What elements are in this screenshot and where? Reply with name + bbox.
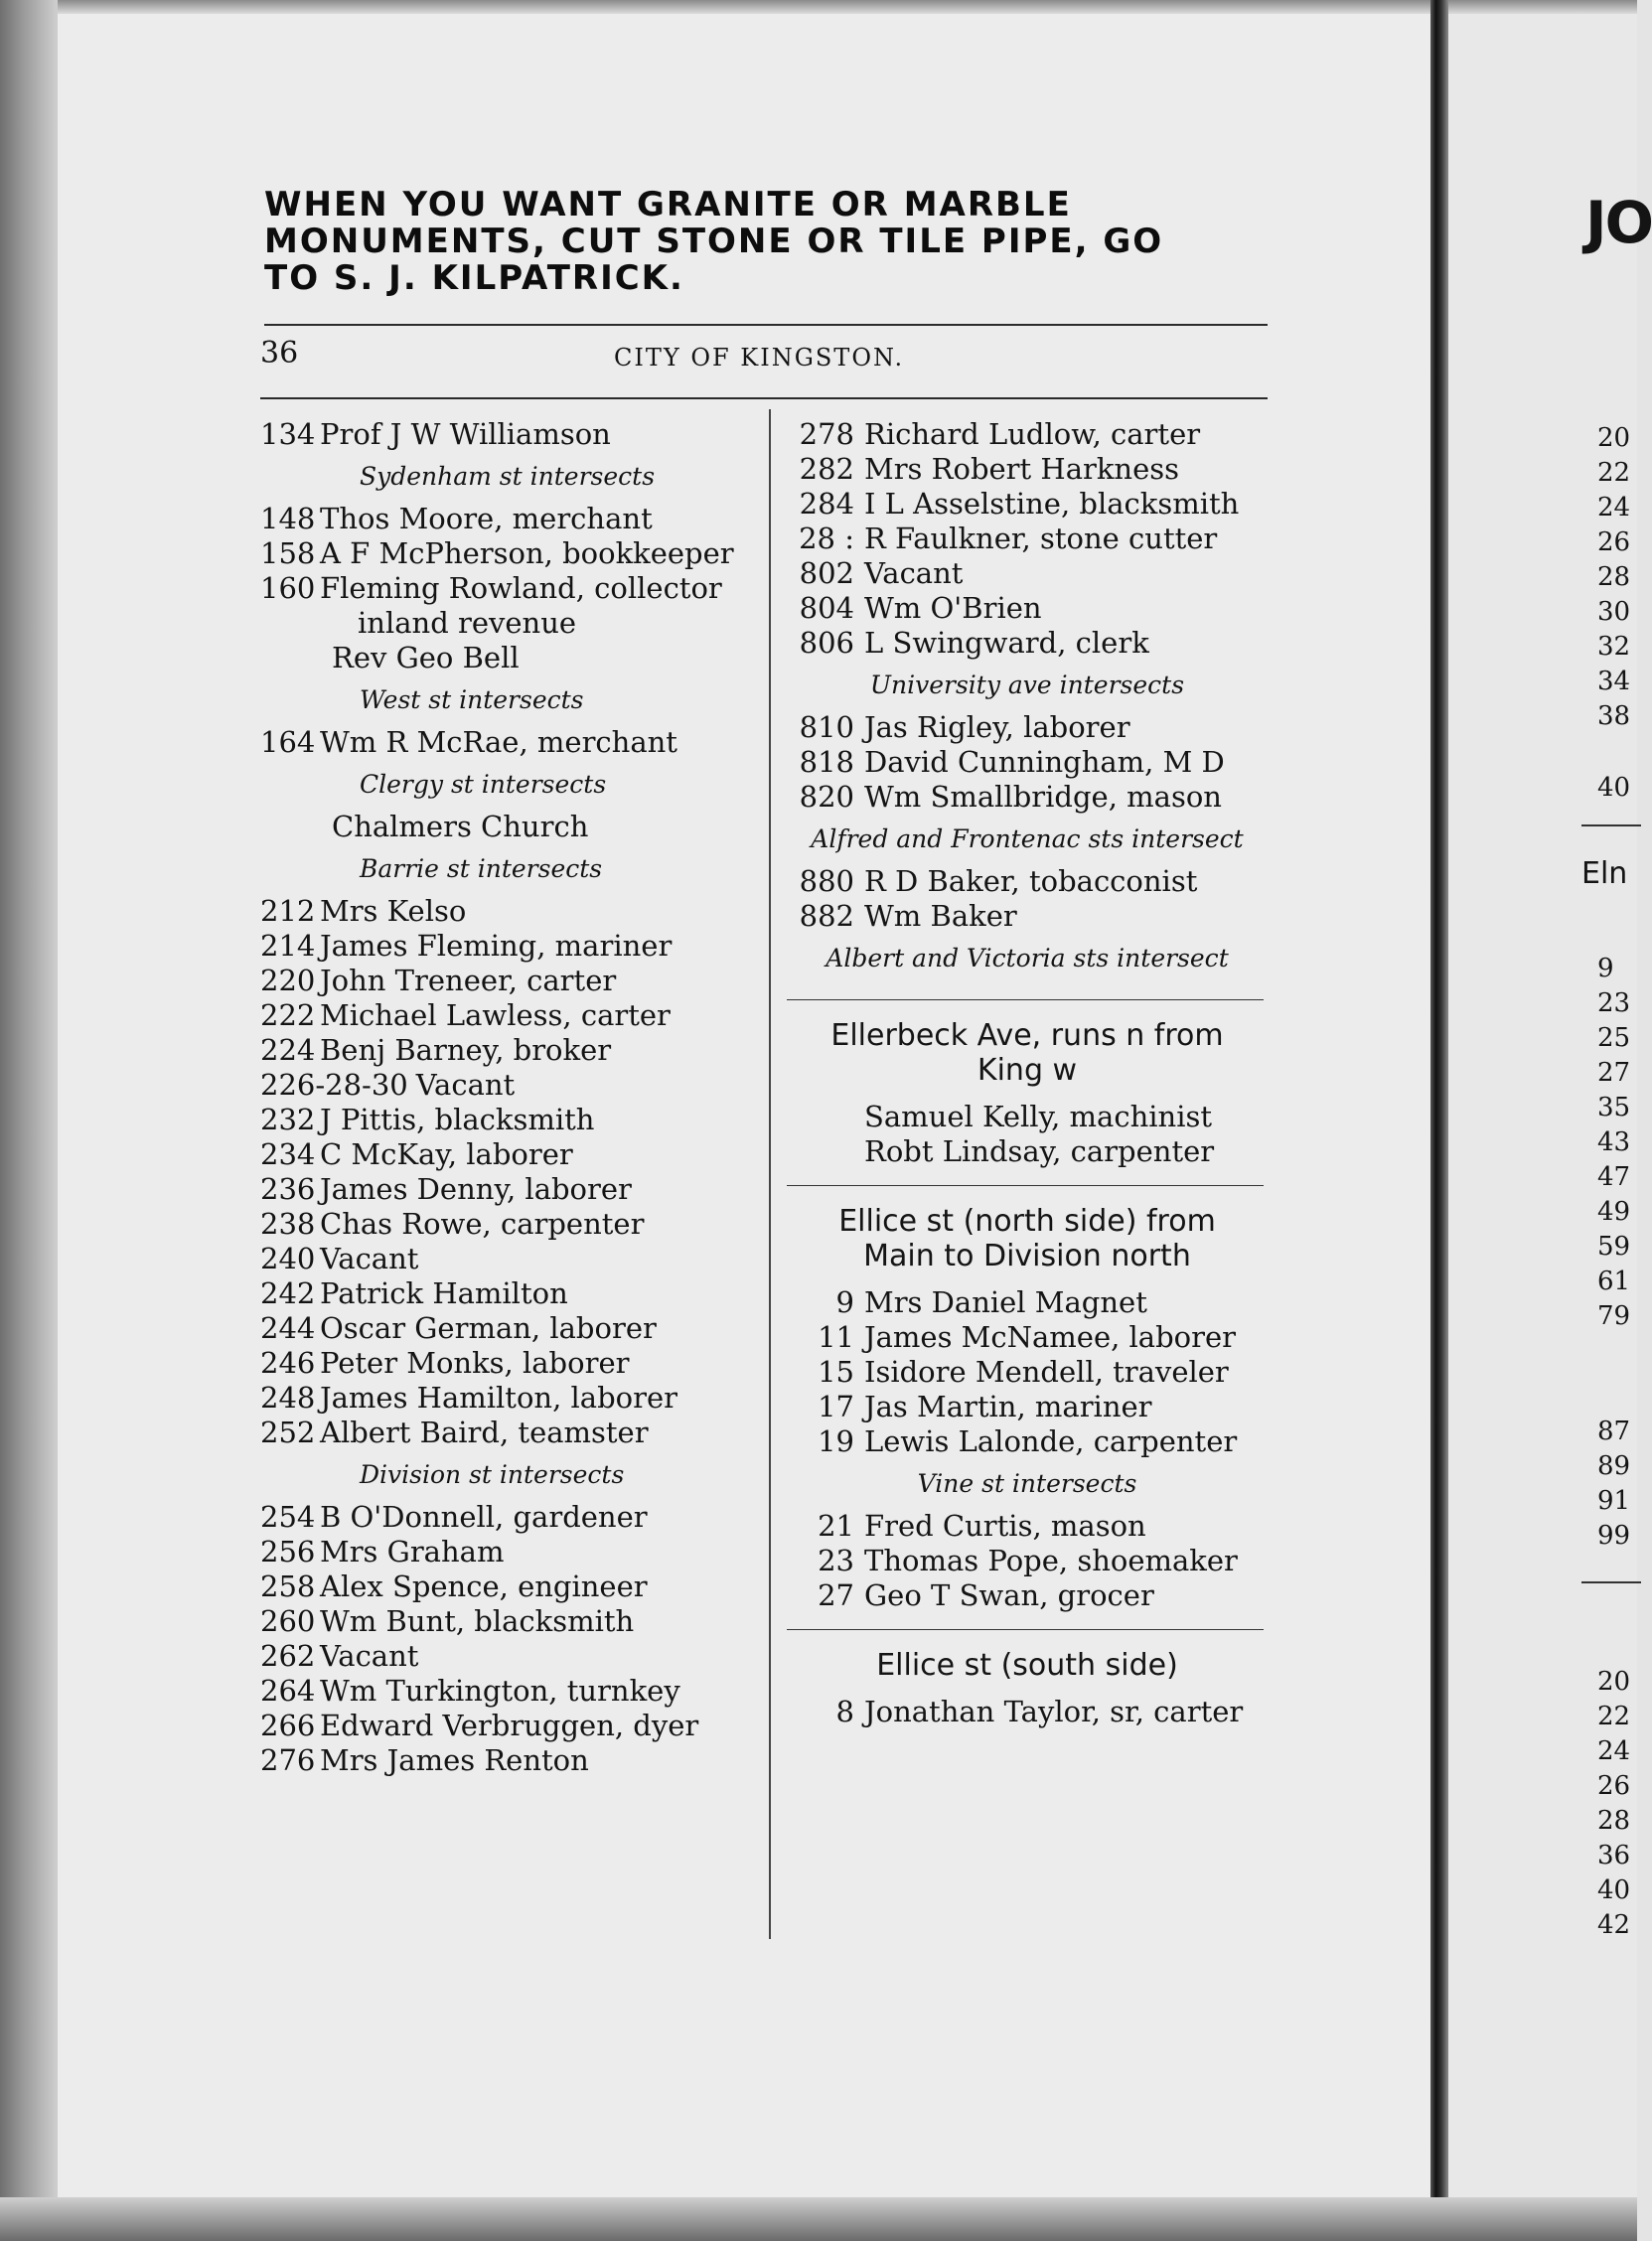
house-number: 164 bbox=[260, 725, 316, 759]
next-page-numbers-top bbox=[1597, 421, 1630, 734]
house-number: 248 bbox=[260, 1381, 316, 1415]
resident-name: R D Baker, tobacconist bbox=[864, 864, 1198, 898]
next-page-number: 25 bbox=[1597, 1023, 1631, 1053]
resident-name: Mrs Graham bbox=[320, 1535, 505, 1569]
street-heading-line: Ellerbeck Ave, runs n from bbox=[830, 1018, 1224, 1053]
resident-name: Mrs Robert Harkness bbox=[864, 452, 1180, 486]
house-number: 214 bbox=[260, 929, 316, 963]
house-number: 11 bbox=[818, 1320, 854, 1354]
directory-entry bbox=[783, 522, 1272, 556]
resident-name: Vacant bbox=[320, 1639, 419, 1673]
resident-name: Robt Lindsay, carpenter bbox=[864, 1134, 1215, 1168]
house-number: 9 bbox=[835, 1285, 854, 1319]
resident-name: Isidore Mendell, traveler bbox=[864, 1355, 1229, 1389]
house-number: 28 : bbox=[799, 522, 854, 555]
advert-rule bbox=[264, 324, 1268, 326]
directory-entry bbox=[260, 929, 757, 964]
resident-name: Chas Rowe, carpenter bbox=[320, 1207, 645, 1241]
street-intersection: West st intersects bbox=[360, 685, 584, 714]
street-intersection: Division st intersects bbox=[360, 1460, 625, 1489]
resident-name: Patrick Hamilton bbox=[320, 1276, 568, 1310]
resident-name: Wm Turkington, turnkey bbox=[320, 1674, 680, 1708]
house-number: 148 bbox=[260, 502, 316, 535]
next-page-numbers-middle bbox=[1597, 952, 1630, 1334]
resident-name: Fred Curtis, mason bbox=[864, 1509, 1146, 1543]
directory-entry bbox=[260, 1207, 757, 1242]
house-number: 23 bbox=[818, 1544, 854, 1577]
house-number: 266 bbox=[260, 1709, 316, 1742]
resident-name: Michael Lawless, carter bbox=[320, 998, 671, 1032]
resident-name: Jas Martin, mariner bbox=[864, 1390, 1152, 1423]
directory-entry bbox=[260, 1068, 757, 1103]
directory-entry: Chalmers Church bbox=[332, 810, 589, 843]
house-number: 880 bbox=[799, 864, 854, 898]
next-page-number: 32 bbox=[1597, 632, 1631, 662]
directory-entry bbox=[260, 1381, 757, 1416]
book-gutter bbox=[1430, 0, 1448, 2241]
next-page-numbers-bottom bbox=[1597, 1665, 1630, 1943]
house-number: 806 bbox=[799, 626, 854, 660]
directory-entry bbox=[783, 1355, 1272, 1390]
house-number: 244 bbox=[260, 1311, 316, 1345]
house-number: 262 bbox=[260, 1639, 316, 1673]
directory-entry bbox=[260, 417, 757, 452]
street-heading bbox=[783, 1648, 1272, 1683]
directory-entry bbox=[260, 964, 757, 998]
street-heading-line: Main to Division north bbox=[863, 1239, 1191, 1273]
house-number: 158 bbox=[260, 536, 316, 570]
directory-entry bbox=[783, 1509, 1272, 1544]
house-number: 220 bbox=[260, 964, 316, 997]
next-page-number: 24 bbox=[1597, 493, 1631, 523]
house-number: 254 bbox=[260, 1500, 316, 1534]
directory-entry bbox=[783, 556, 1272, 591]
house-number: 134 bbox=[260, 417, 316, 451]
resident-name: Vacant bbox=[864, 556, 964, 590]
next-page-number: 61 bbox=[1597, 1267, 1631, 1296]
next-page-number: 91 bbox=[1597, 1486, 1631, 1516]
house-number: 282 bbox=[799, 452, 854, 486]
next-page-number: 99 bbox=[1597, 1521, 1631, 1551]
street-intersection: Barrie st intersects bbox=[360, 854, 603, 883]
resident-name: I L Asselstine, blacksmith bbox=[864, 487, 1240, 521]
resident-name: James Fleming, mariner bbox=[320, 929, 673, 963]
house-number: 232 bbox=[260, 1103, 316, 1136]
directory-entry bbox=[783, 864, 1272, 899]
resident-name: Wm Smallbridge, mason bbox=[864, 780, 1222, 814]
directory-entry bbox=[783, 1134, 1272, 1169]
next-page-number: 27 bbox=[1597, 1058, 1631, 1088]
resident-name: Peter Monks, laborer bbox=[320, 1346, 630, 1380]
scan-left-edge bbox=[0, 0, 58, 2241]
directory-entry bbox=[260, 1276, 757, 1311]
resident-name: Oscar German, laborer bbox=[320, 1311, 657, 1345]
directory-entry bbox=[783, 1578, 1272, 1613]
next-page-numbers-lower bbox=[1597, 1415, 1630, 1554]
directory-entry bbox=[783, 1424, 1272, 1459]
directory-entry bbox=[260, 725, 757, 760]
resident-name: A F McPherson, bookkeeper bbox=[320, 536, 734, 570]
house-number: 238 bbox=[260, 1207, 316, 1241]
house-number: 258 bbox=[260, 1569, 316, 1603]
directory-entry bbox=[260, 536, 757, 571]
directory-entry bbox=[260, 571, 757, 606]
next-page-number: 20 bbox=[1597, 1667, 1631, 1697]
advert-line: TO S. J. KILPATRICK. bbox=[264, 258, 684, 298]
next-page-number: 42 bbox=[1597, 1910, 1631, 1940]
next-page-number: 38 bbox=[1597, 701, 1631, 731]
house-number: 810 bbox=[799, 710, 854, 744]
house-number: 160 bbox=[260, 571, 316, 605]
house-number: 226-28-30 bbox=[260, 1068, 408, 1102]
resident-name: Thomas Pope, shoemaker bbox=[864, 1544, 1238, 1577]
house-number: 284 bbox=[799, 487, 854, 521]
house-number: 260 bbox=[260, 1604, 316, 1638]
directory-entry bbox=[783, 591, 1272, 626]
resident-name: J Pittis, blacksmith bbox=[320, 1103, 595, 1136]
house-number: 236 bbox=[260, 1172, 316, 1206]
house-number: 278 bbox=[799, 417, 854, 451]
directory-entry bbox=[260, 1416, 757, 1450]
resident-name: Vacant bbox=[320, 1242, 419, 1275]
resident-name: Mrs Kelso bbox=[320, 894, 467, 928]
house-number: 21 bbox=[818, 1509, 854, 1543]
directory-entry bbox=[260, 1103, 757, 1137]
directory-entry bbox=[260, 1500, 757, 1535]
resident-name: Wm R McRae, merchant bbox=[320, 725, 677, 759]
directory-entry bbox=[783, 1285, 1272, 1320]
next-page-rule bbox=[1581, 1581, 1641, 1583]
entry-continuation: inland revenue bbox=[358, 606, 577, 640]
next-page-number: 79 bbox=[1597, 1301, 1631, 1331]
house-number: 256 bbox=[260, 1535, 316, 1569]
next-page-number: 49 bbox=[1597, 1197, 1631, 1227]
directory-entry bbox=[783, 1320, 1272, 1355]
street-heading bbox=[783, 1018, 1272, 1088]
next-page-rule bbox=[1581, 824, 1641, 826]
next-page-number: 87 bbox=[1597, 1417, 1631, 1446]
next-page-heading-fragment: Eln bbox=[1581, 856, 1628, 891]
directory-entry bbox=[260, 1535, 757, 1569]
directory-entry bbox=[260, 1674, 757, 1709]
next-page-number: 40 bbox=[1597, 773, 1631, 803]
directory-entry bbox=[260, 502, 757, 536]
header-rule bbox=[260, 397, 1268, 399]
next-page-number: 35 bbox=[1597, 1093, 1631, 1122]
next-page-number: 28 bbox=[1597, 1806, 1631, 1836]
next-page-number: 40 bbox=[1597, 1875, 1631, 1905]
directory-entry bbox=[783, 417, 1272, 452]
next-page-number: 47 bbox=[1597, 1162, 1631, 1192]
house-number bbox=[783, 1134, 864, 1169]
next-page-number: 36 bbox=[1597, 1841, 1631, 1870]
street-intersection: Vine st intersects bbox=[917, 1469, 1137, 1498]
left-column bbox=[260, 417, 757, 1778]
resident-name: Lewis Lalonde, carpenter bbox=[864, 1424, 1238, 1458]
directory-entry bbox=[260, 1604, 757, 1639]
resident-name: Edward Verbruggen, dyer bbox=[320, 1709, 699, 1742]
directory-entry bbox=[783, 487, 1272, 522]
street-heading bbox=[783, 1204, 1272, 1273]
house-number: 804 bbox=[799, 591, 854, 625]
street-intersection: Alfred and Frontenac sts intersect bbox=[811, 824, 1244, 853]
resident-name: Thos Moore, merchant bbox=[320, 502, 653, 535]
resident-name: Jas Rigley, laborer bbox=[864, 710, 1130, 744]
running-head: CITY OF KINGSTON. bbox=[614, 344, 905, 372]
resident-name: Vacant bbox=[415, 1068, 516, 1102]
resident-name: Alex Spence, engineer bbox=[320, 1569, 648, 1603]
next-page-number: 59 bbox=[1597, 1232, 1631, 1262]
advert-line: MONUMENTS, CUT STONE OR TILE PIPE, GO bbox=[264, 222, 1164, 261]
resident-name: Richard Ludlow, carter bbox=[864, 417, 1201, 451]
resident-name: Fleming Rowland, collector bbox=[320, 571, 722, 605]
page-number: 36 bbox=[260, 336, 299, 371]
house-number: 224 bbox=[260, 1033, 316, 1067]
resident-name: John Treneer, carter bbox=[320, 964, 617, 997]
resident-name: David Cunningham, M D bbox=[864, 745, 1225, 779]
section-rule bbox=[787, 1629, 1264, 1630]
directory-entry bbox=[260, 1311, 757, 1346]
resident-name: James McNamee, laborer bbox=[864, 1320, 1237, 1354]
resident-name: L Swingward, clerk bbox=[864, 626, 1149, 660]
directory-entry bbox=[783, 710, 1272, 745]
directory-entry bbox=[260, 1639, 757, 1674]
resident-name: Geo T Swan, grocer bbox=[864, 1578, 1154, 1612]
next-page-number: 22 bbox=[1597, 458, 1631, 488]
column-divider bbox=[769, 409, 771, 1939]
directory-entry bbox=[783, 1390, 1272, 1424]
next-page-number: 89 bbox=[1597, 1451, 1631, 1481]
scan-bottom-edge bbox=[0, 2197, 1637, 2241]
next-page-title-fragment: JO bbox=[1585, 189, 1652, 256]
directory-entry: Rev Geo Bell bbox=[332, 641, 520, 674]
street-intersection: Sydenham st intersects bbox=[360, 462, 656, 491]
next-page-number: 34 bbox=[1597, 667, 1631, 696]
house-number: 246 bbox=[260, 1346, 316, 1380]
house-number: 240 bbox=[260, 1242, 316, 1275]
next-page-number: 22 bbox=[1597, 1702, 1631, 1731]
house-number: 19 bbox=[818, 1424, 854, 1458]
directory-entry bbox=[783, 899, 1272, 934]
house-number: 818 bbox=[799, 745, 854, 779]
directory-entry bbox=[260, 1033, 757, 1068]
resident-name: Wm O'Brien bbox=[864, 591, 1042, 625]
advertisement-banner bbox=[264, 187, 1277, 297]
house-number: 8 bbox=[835, 1695, 854, 1728]
resident-name: Wm Bunt, blacksmith bbox=[320, 1604, 635, 1638]
directory-entry bbox=[260, 998, 757, 1033]
next-page-number: 20 bbox=[1597, 423, 1631, 453]
house-number: 276 bbox=[260, 1743, 316, 1777]
directory-entry bbox=[260, 1346, 757, 1381]
right-column bbox=[783, 417, 1272, 1729]
house-number: 264 bbox=[260, 1674, 316, 1708]
house-number: 212 bbox=[260, 894, 316, 928]
street-heading-line: Ellice st (north side) from bbox=[838, 1204, 1216, 1239]
directory-entry bbox=[260, 1569, 757, 1604]
directory-entry bbox=[783, 780, 1272, 815]
directory-entry bbox=[260, 1242, 757, 1276]
resident-name: Benj Barney, broker bbox=[320, 1033, 612, 1067]
directory-entry bbox=[260, 1743, 757, 1778]
street-heading-line: Ellice st (south side) bbox=[876, 1648, 1178, 1683]
section-rule bbox=[787, 1185, 1264, 1186]
resident-name: Samuel Kelly, machinist bbox=[864, 1100, 1213, 1133]
directory-entry bbox=[783, 626, 1272, 661]
resident-name: B O'Donnell, gardener bbox=[320, 1500, 648, 1534]
street-intersection: Clergy st intersects bbox=[360, 770, 607, 799]
scan-top-edge bbox=[0, 0, 1637, 14]
next-page-number: 24 bbox=[1597, 1736, 1631, 1766]
resident-name: Mrs Daniel Magnet bbox=[864, 1285, 1147, 1319]
next-page-number: 23 bbox=[1597, 988, 1631, 1018]
house-number: 882 bbox=[799, 899, 854, 933]
next-page-number: 30 bbox=[1597, 597, 1631, 627]
resident-name: C McKay, laborer bbox=[320, 1137, 573, 1171]
advert-line: WHEN YOU WANT GRANITE OR MARBLE bbox=[264, 185, 1072, 224]
house-number: 17 bbox=[818, 1390, 854, 1423]
resident-name: R Faulkner, stone cutter bbox=[864, 522, 1218, 555]
next-page-number: 43 bbox=[1597, 1127, 1631, 1157]
resident-name: Wm Baker bbox=[864, 899, 1017, 933]
street-heading-line: King w bbox=[976, 1053, 1078, 1088]
next-page-number: 28 bbox=[1597, 562, 1631, 592]
resident-name: James Denny, laborer bbox=[320, 1172, 632, 1206]
section-rule bbox=[787, 999, 1264, 1000]
house-number: 242 bbox=[260, 1276, 316, 1310]
next-page-number: 26 bbox=[1597, 1771, 1631, 1801]
house-number: 222 bbox=[260, 998, 316, 1032]
house-number: 15 bbox=[818, 1355, 854, 1389]
directory-entry bbox=[783, 1695, 1272, 1729]
directory-entry bbox=[260, 894, 757, 929]
directory-entry bbox=[783, 745, 1272, 780]
directory-entry bbox=[783, 452, 1272, 487]
house-number bbox=[783, 1100, 864, 1134]
house-number: 252 bbox=[260, 1416, 316, 1449]
house-number: 802 bbox=[799, 556, 854, 590]
directory-entry bbox=[260, 1709, 757, 1743]
street-intersection: University ave intersects bbox=[869, 671, 1185, 699]
street-intersection: Albert and Victoria sts intersect bbox=[826, 944, 1229, 972]
resident-name: Jonathan Taylor, sr, carter bbox=[864, 1695, 1244, 1728]
resident-name: Albert Baird, teamster bbox=[320, 1416, 649, 1449]
resident-name: Prof J W Williamson bbox=[320, 417, 611, 451]
resident-name: James Hamilton, laborer bbox=[320, 1381, 678, 1415]
resident-name: Mrs James Renton bbox=[320, 1743, 589, 1777]
directory-entry bbox=[783, 1100, 1272, 1134]
next-page-number: 26 bbox=[1597, 527, 1631, 557]
house-number: 27 bbox=[818, 1578, 854, 1612]
directory-entry bbox=[260, 1137, 757, 1172]
next-page-number: 9 bbox=[1597, 954, 1614, 983]
directory-entry bbox=[783, 1544, 1272, 1578]
house-number: 234 bbox=[260, 1137, 316, 1171]
directory-entry bbox=[260, 1172, 757, 1207]
house-number: 820 bbox=[799, 780, 854, 814]
